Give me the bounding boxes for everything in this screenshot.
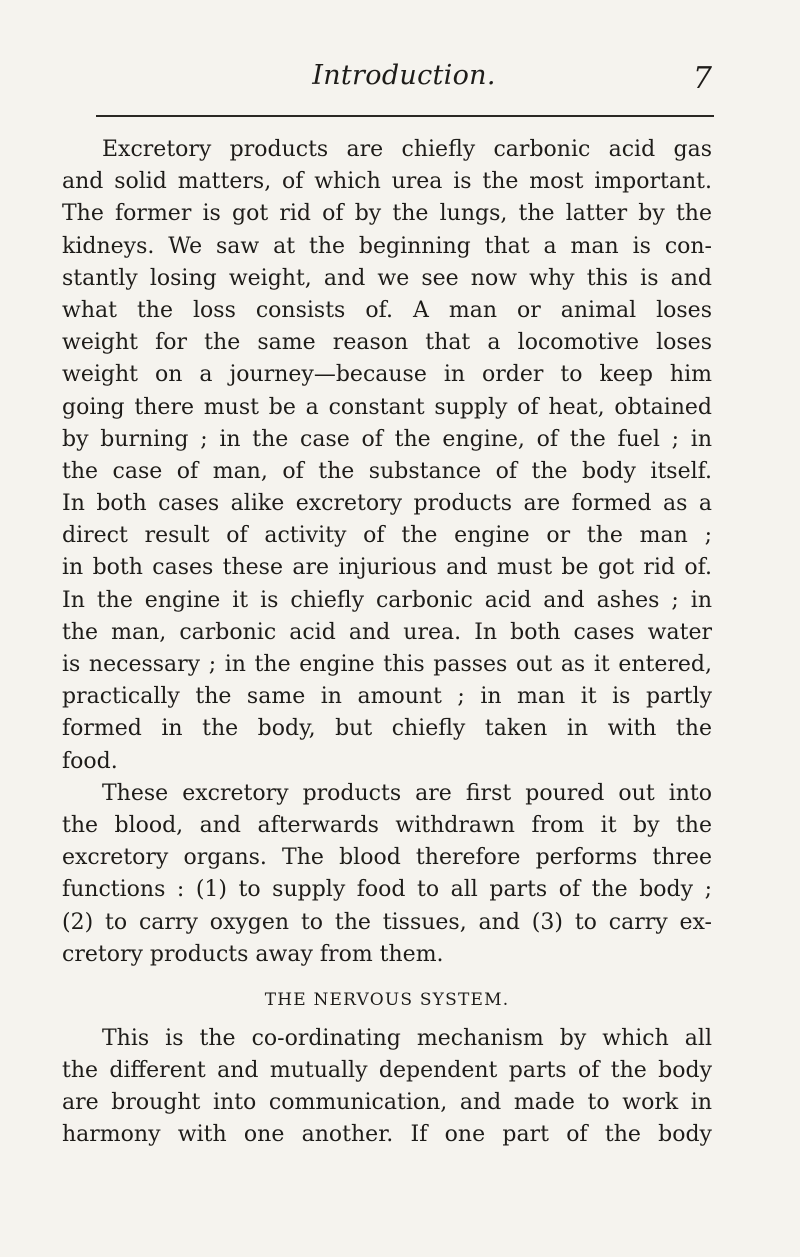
text-line: are brought into communication, and made to work in bbox=[62, 1090, 712, 1116]
text-line: weight for the same reason that a locomotive loses bbox=[62, 330, 712, 356]
text-line: practically the same in amount ; in man it is partly bbox=[62, 684, 712, 710]
body-text bbox=[62, 134, 712, 1152]
text-line: the different and mutually dependent parts of the body bbox=[62, 1058, 712, 1084]
text-line: food. bbox=[62, 748, 118, 774]
text-line: and solid matters, of which urea is the most important. bbox=[62, 169, 712, 195]
text-line: In both cases alike excretory products are formed as a bbox=[62, 491, 712, 517]
text-line: weight on a journey—because in order to keep him bbox=[62, 362, 712, 388]
text-line: These excretory products are first poured out into bbox=[102, 780, 712, 806]
text-line: harmony with one another. If one part of the body bbox=[62, 1122, 712, 1148]
text-line: in both cases these are injurious and must be got rid of. bbox=[62, 555, 712, 581]
text-line: kidneys. We saw at the beginning that a man is con- bbox=[62, 233, 712, 259]
chapter-title: Introduction. bbox=[312, 60, 496, 91]
text-line: excretory organs. The blood therefore performs three bbox=[62, 845, 712, 871]
text-line: This is the co-ordinating mechanism by which all bbox=[102, 1025, 712, 1051]
text-line: The former is got rid of by the lungs, the latter by the bbox=[62, 201, 712, 227]
page-number: 7 bbox=[692, 61, 712, 96]
text-line: going there must be a constant supply of heat, obtained bbox=[62, 394, 712, 420]
header-rule bbox=[96, 115, 714, 117]
text-line: is necessary ; in the engine this passes out as it entered, bbox=[62, 652, 712, 677]
running-head bbox=[96, 60, 712, 110]
text-line: In the engine it is chiefly carbonic acid and ashes ; in bbox=[62, 587, 712, 613]
text-line: stantly losing weight, and we see now why this is and bbox=[62, 265, 712, 291]
paragraph-excretory-products bbox=[62, 134, 712, 778]
text-line: by burning ; in the case of the engine, of the fuel ; in bbox=[62, 426, 712, 452]
text-line: Excretory products are chiefly carbonic acid gas bbox=[102, 137, 712, 162]
section-heading: THE NERVOUS SYSTEM. bbox=[264, 989, 510, 1010]
text-line: the man, carbonic acid and urea. In both cases water bbox=[62, 619, 712, 645]
text-line: what the loss consists of. A man or animal loses bbox=[62, 297, 712, 323]
text-line: the case of man, of the substance of the body itself. bbox=[62, 458, 712, 484]
text-line: (2) to carry oxygen to the tissues, and (3) to carry ex- bbox=[62, 909, 712, 935]
paragraph-blood-functions bbox=[62, 778, 712, 971]
text-line: direct result of activity of the engine or the man ; bbox=[62, 523, 712, 549]
paragraph-nervous-system bbox=[62, 1023, 712, 1152]
text-line: cretory products away from them. bbox=[62, 941, 444, 967]
text-line: functions : (1) to supply food to all parts of the body ; bbox=[62, 877, 712, 903]
text-line: the blood, and afterwards withdrawn from it by the bbox=[62, 812, 712, 838]
text-line: formed in the body, but chiefly taken in with the bbox=[62, 716, 712, 742]
